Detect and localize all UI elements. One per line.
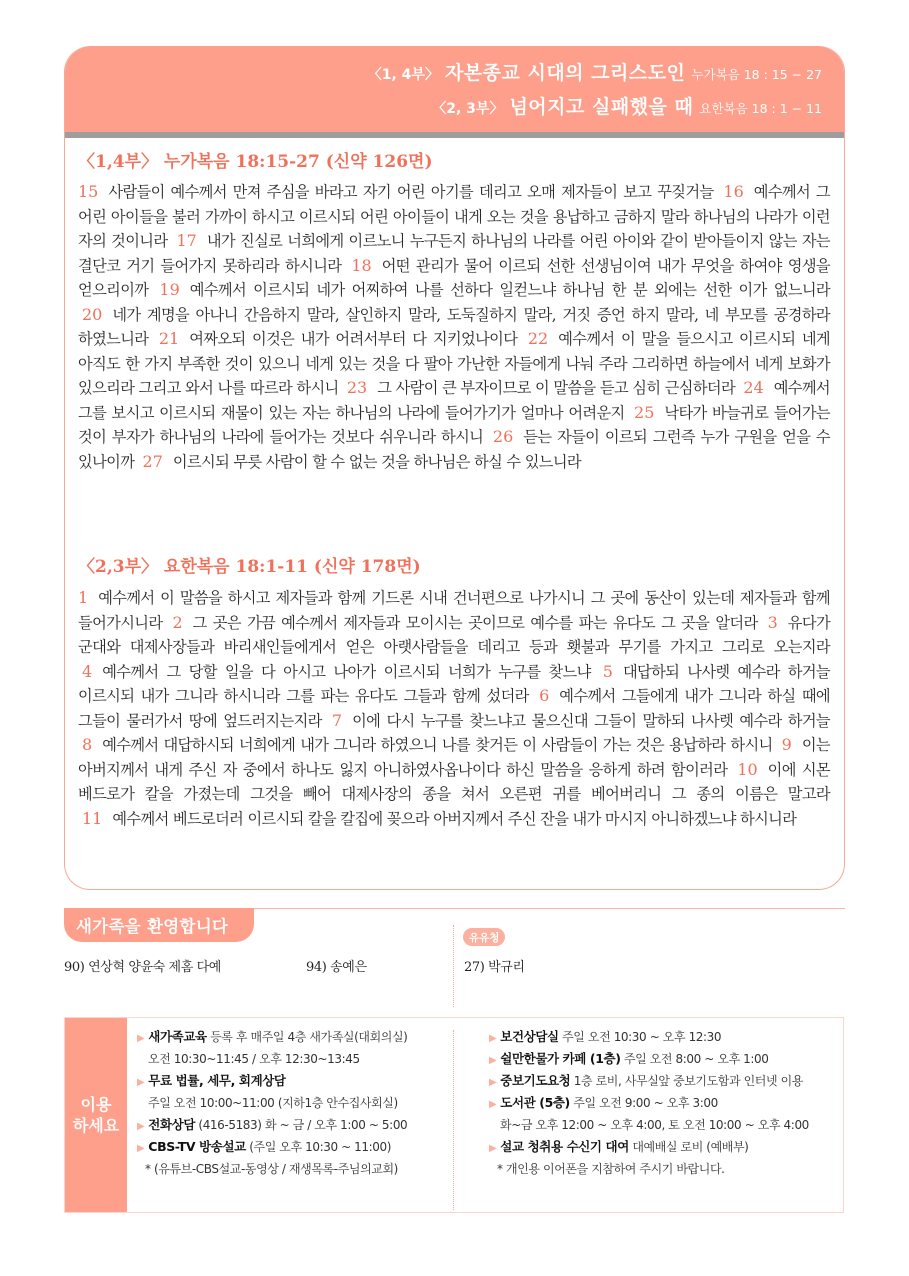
triangle-bullet-icon: ▶ bbox=[489, 1099, 497, 1110]
passage-text bbox=[78, 586, 830, 831]
info-item-title: 무료 법률, 세무, 회계상담 bbox=[148, 1073, 286, 1088]
info-item-detail: (주일 오후 10:30 ~ 11:00) bbox=[245, 1140, 392, 1154]
verse-text: 낙타가 바늘귀로 들어가는 것이 부자가 하나님의 나라에 들어가는 것보다 쉬우니라 하시니 bbox=[78, 403, 830, 446]
verse-number: 20 bbox=[82, 304, 103, 324]
passage-title: 〈2,3부〉 요한복음 18:1-11 (신약 178면) bbox=[78, 557, 421, 577]
verse-number: 8 bbox=[82, 735, 93, 754]
verse-number: 11 bbox=[82, 808, 103, 828]
info-row bbox=[137, 1136, 407, 1158]
verse-number: 21 bbox=[158, 329, 180, 348]
info-item-title: 새가족교육 bbox=[148, 1029, 207, 1044]
info-item-title: 도서관 (5층) bbox=[500, 1095, 570, 1110]
info-item-detail: (416-5183) 화 ~ 금 / 오후 1:00 ~ 5:00 bbox=[195, 1118, 408, 1132]
sermon-service: 〈2, 3부〉 bbox=[432, 101, 504, 117]
info-item-detail: 주일 오전 10:30 ~ 오후 12:30 bbox=[558, 1030, 722, 1044]
info-item-detail: 1층 로비, 사무실앞 중보기도함과 인터넷 이용 bbox=[570, 1074, 803, 1088]
verse-number: 25 bbox=[634, 402, 655, 422]
verse-text: 예수께서 베드로더러 이르시되 칼을 칼집에 꽂으라 아버지께서 주신 잔을 내가 마시지 아니하겠느냐 하시니라 bbox=[112, 809, 797, 828]
sermon-service: 〈1, 4부〉 bbox=[367, 67, 439, 83]
sermon-line-2 bbox=[432, 92, 822, 119]
sermon-reference: 누가복음 18 : 15 − 27 bbox=[691, 67, 822, 82]
verse-text: 예수께서 그 어린 아이들을 불러 가까이 하시고 이르시되 어린 아이들이 내게 오는 것을 용납하고 금하지 말라 하나님의 나라가 이런 자의 것이니라 bbox=[78, 183, 830, 250]
scripture-box bbox=[64, 46, 845, 890]
info-label-line1: 이용 bbox=[80, 1095, 112, 1114]
info-row: 화~금 오후 12:00 ~ 오후 4:00, 토 오전 10:00 ~ 오후 4:00 bbox=[500, 1118, 809, 1132]
triangle-bullet-icon: ▶ bbox=[137, 1143, 145, 1154]
verse-number: 6 bbox=[539, 686, 550, 705]
sermon-title: 자본종교 시대의 그리스도인 bbox=[444, 62, 686, 84]
info-row bbox=[489, 1026, 809, 1048]
sermon-title: 넘어지고 실패했을 때 bbox=[509, 96, 694, 118]
verse-number: 19 bbox=[159, 280, 180, 299]
verse-text: 예수께서 이 말씀을 하시고 제자들과 함께 기드론 시내 건너편으로 나가시니 그 곳에 동산이 있는데 제자들과 함께 들어가시니라 bbox=[78, 589, 830, 632]
info-column-right bbox=[489, 1026, 809, 1180]
verse-text: 이에 시몬 베드로가 칼을 가졌는데 그것을 빼어 대제사장의 종을 쳐서 오른편 귀를 베어버리니 그 종의 이름은 말고라 bbox=[78, 760, 830, 803]
verse-number: 5 bbox=[602, 661, 613, 681]
verse-text: 예수께서 이 말을 들으시고 이르시되 네게 아직도 한 가지 부족한 것이 있으니 네게 있는 것을 다 팔아 가난한 자들에게 나눠 주라 그리하면 하늘에서 네게 보화가 있으리라 그리고 와서 나를 따르라 하시니 bbox=[78, 330, 830, 397]
info-item-title: 쉴만한물가 카페 (1층) bbox=[500, 1051, 621, 1066]
header-divider bbox=[65, 132, 844, 138]
toddler-badge: 유유청 bbox=[463, 928, 505, 946]
info-row bbox=[489, 1048, 809, 1070]
verse-text: 예수께서 그를 보시고 이르시되 재물이 있는 자는 하나님의 나라에 들어가기가 얼마나 어려운지 bbox=[78, 379, 831, 422]
triangle-bullet-icon: ▶ bbox=[489, 1055, 497, 1066]
verse-text: 유다가 군대와 대제사장들과 바리새인들에게서 얻은 아랫사람들을 데리고 등과 횃불과 무기를 가지고 그리로 오는지라 bbox=[78, 613, 831, 656]
verse-number: 17 bbox=[176, 231, 197, 250]
verse-text: 이는 아버지께서 내게 주신 자 중에서 하나도 잃지 아니하였사옵나이다 하신 말씀을 응하게 하려 함이러라 bbox=[78, 736, 830, 779]
dotted-separator bbox=[453, 925, 454, 1007]
new-family-heading: 새가족을 환영합니다 bbox=[64, 908, 254, 942]
info-row bbox=[489, 1092, 809, 1114]
verse-text: 예수께서 대답하시되 너희에게 내가 그니라 하였으니 나를 찾거든 이 사람들이 가는 것은 용납하라 하시니 bbox=[102, 736, 778, 754]
verse-text: 대답하되 나사렛 예수라 하거늘 이르시되 내가 그니라 하시니라 그를 파는 유다도 그들과 함께 섰더라 bbox=[78, 662, 830, 705]
verse-number: 4 bbox=[82, 661, 93, 681]
verse-number: 7 bbox=[331, 710, 343, 730]
verse-number: 9 bbox=[781, 735, 792, 754]
verse-text: 어떤 관리가 물어 이르되 선한 선생님이여 내가 무엇을 하여야 영생을 얻으리이까 bbox=[78, 256, 830, 299]
info-item-detail: 주일 오전 9:00 ~ 오후 3:00 bbox=[569, 1096, 718, 1110]
info-row bbox=[137, 1026, 407, 1048]
verse-text: 그 곳은 가끔 예수께서 제자들과 모이시는 곳이므로 예수를 파는 유다도 그 곳을 알더라 bbox=[192, 613, 764, 632]
info-row bbox=[137, 1114, 407, 1136]
verse-number: 26 bbox=[492, 427, 514, 446]
info-label-line2: 하세요 bbox=[72, 1116, 120, 1135]
verse-text: 예수께서 그 당할 일을 다 아시고 나아가 이르시되 너희가 누구를 찾느냐 bbox=[102, 662, 599, 681]
info-column-left bbox=[137, 1026, 407, 1180]
info-item-title: 보건상담실 bbox=[500, 1029, 559, 1044]
triangle-bullet-icon: ▶ bbox=[137, 1077, 145, 1088]
passage-text bbox=[78, 180, 830, 474]
info-row bbox=[489, 1070, 809, 1092]
toddler-entry: 27) 박규리 bbox=[464, 960, 525, 975]
verse-number: 22 bbox=[527, 329, 549, 348]
new-family-entry: 94) 송예은 bbox=[306, 960, 367, 975]
verse-number: 27 bbox=[142, 451, 163, 471]
dotted-separator bbox=[453, 1030, 454, 1210]
info-row bbox=[137, 1070, 407, 1092]
verse-text: 사람들이 예수께서 만져 주심을 바라고 자기 어린 아기를 데리고 오매 제자들이 보고 꾸짖거늘 bbox=[108, 183, 720, 201]
verse-text: 여짜오되 이것은 내가 어려서부터 다 지키었나이다 bbox=[189, 330, 524, 348]
triangle-bullet-icon: ▶ bbox=[489, 1143, 497, 1154]
verse-number: 16 bbox=[723, 182, 744, 201]
info-label bbox=[65, 1018, 127, 1212]
verse-text: 예수께서 이르시되 네가 어찌하여 나를 선하다 일컫느냐 하나님 한 분 외에는 선한 이가 없느니라 bbox=[189, 281, 831, 299]
info-row: * 개인용 이어폰을 지참하여 주시기 바랍니다. bbox=[497, 1162, 725, 1176]
verse-number: 1 bbox=[78, 588, 89, 607]
verse-number: 10 bbox=[737, 759, 758, 779]
verse-number: 3 bbox=[767, 612, 778, 632]
verse-number: 15 bbox=[78, 182, 99, 201]
verse-text: 내가 진실로 너희에게 이르노니 누구든지 하나님의 나라를 어린 아이와 같이 받아들이지 않는 자는 결단코 거기 들어가지 못하리라 하시니라 bbox=[78, 232, 830, 275]
verse-text: 예수께서 그들에게 내가 그니라 하실 때에 그들이 물러가서 땅에 엎드러지는지라 bbox=[78, 687, 830, 730]
verse-number: 24 bbox=[743, 378, 764, 397]
verse-number: 18 bbox=[351, 255, 372, 275]
verse-text: 이에 다시 누구를 찾느냐고 물으신대 그들이 말하되 나사렛 예수라 하거늘 bbox=[352, 711, 830, 730]
info-item-title: 설교 청취용 수신기 대여 bbox=[500, 1139, 629, 1154]
new-family-entry: 90) 연상혁 양윤숙 제홈 다예 bbox=[64, 960, 221, 975]
verse-number: 2 bbox=[172, 612, 183, 632]
info-item-detail: 대예배실 로비 (예배부) bbox=[628, 1140, 749, 1154]
info-row: 오전 10:30~11:45 / 오후 12:30~13:45 bbox=[148, 1052, 360, 1066]
info-item-title: CBS-TV 방송설교 bbox=[148, 1139, 246, 1154]
info-item-detail: 등록 후 매주일 4층 새가족실(대회의실) bbox=[206, 1030, 408, 1044]
verse-text: 네가 계명을 아나니 간음하지 말라, 살인하지 말라, 도둑질하지 말라, 거짓 증언 하지 말라, 네 부모를 공경하라 하였느니라 bbox=[78, 305, 830, 348]
verse-number: 23 bbox=[346, 378, 368, 397]
info-item-title: 중보기도요청 bbox=[500, 1073, 571, 1088]
info-item-title: 전화상담 bbox=[148, 1117, 195, 1132]
sermon-reference: 요한복음 18 : 1 − 11 bbox=[699, 101, 822, 116]
info-row bbox=[489, 1136, 809, 1158]
triangle-bullet-icon: ▶ bbox=[137, 1033, 145, 1044]
info-row: 주일 오전 10:00~11:00 (지하1층 안수집사회실) bbox=[148, 1096, 398, 1110]
info-row: * (유튜브-CBS설교-동영상 / 재생목록-주님의교회) bbox=[145, 1162, 398, 1176]
triangle-bullet-icon: ▶ bbox=[489, 1033, 497, 1044]
verse-text: 그 사람이 큰 부자이므로 이 말씀을 듣고 심히 근심하더라 bbox=[377, 379, 740, 397]
passage-title: 〈1,4부〉 누가복음 18:15-27 (신약 126면) bbox=[78, 152, 433, 172]
sermon-line-1 bbox=[368, 58, 822, 85]
verse-text: 이르시되 무릇 사람이 할 수 없는 것을 하나님은 하실 수 있느니라 bbox=[172, 452, 582, 471]
info-box bbox=[64, 1017, 844, 1213]
verse-text: 듣는 자들이 이르되 그런즉 누가 구원을 얻을 수 있나이까 bbox=[78, 428, 831, 471]
sermon-header bbox=[65, 46, 844, 132]
triangle-bullet-icon: ▶ bbox=[137, 1121, 145, 1132]
triangle-bullet-icon: ▶ bbox=[489, 1077, 497, 1088]
info-item-detail: 주일 오전 8:00 ~ 오후 1:00 bbox=[620, 1052, 769, 1066]
